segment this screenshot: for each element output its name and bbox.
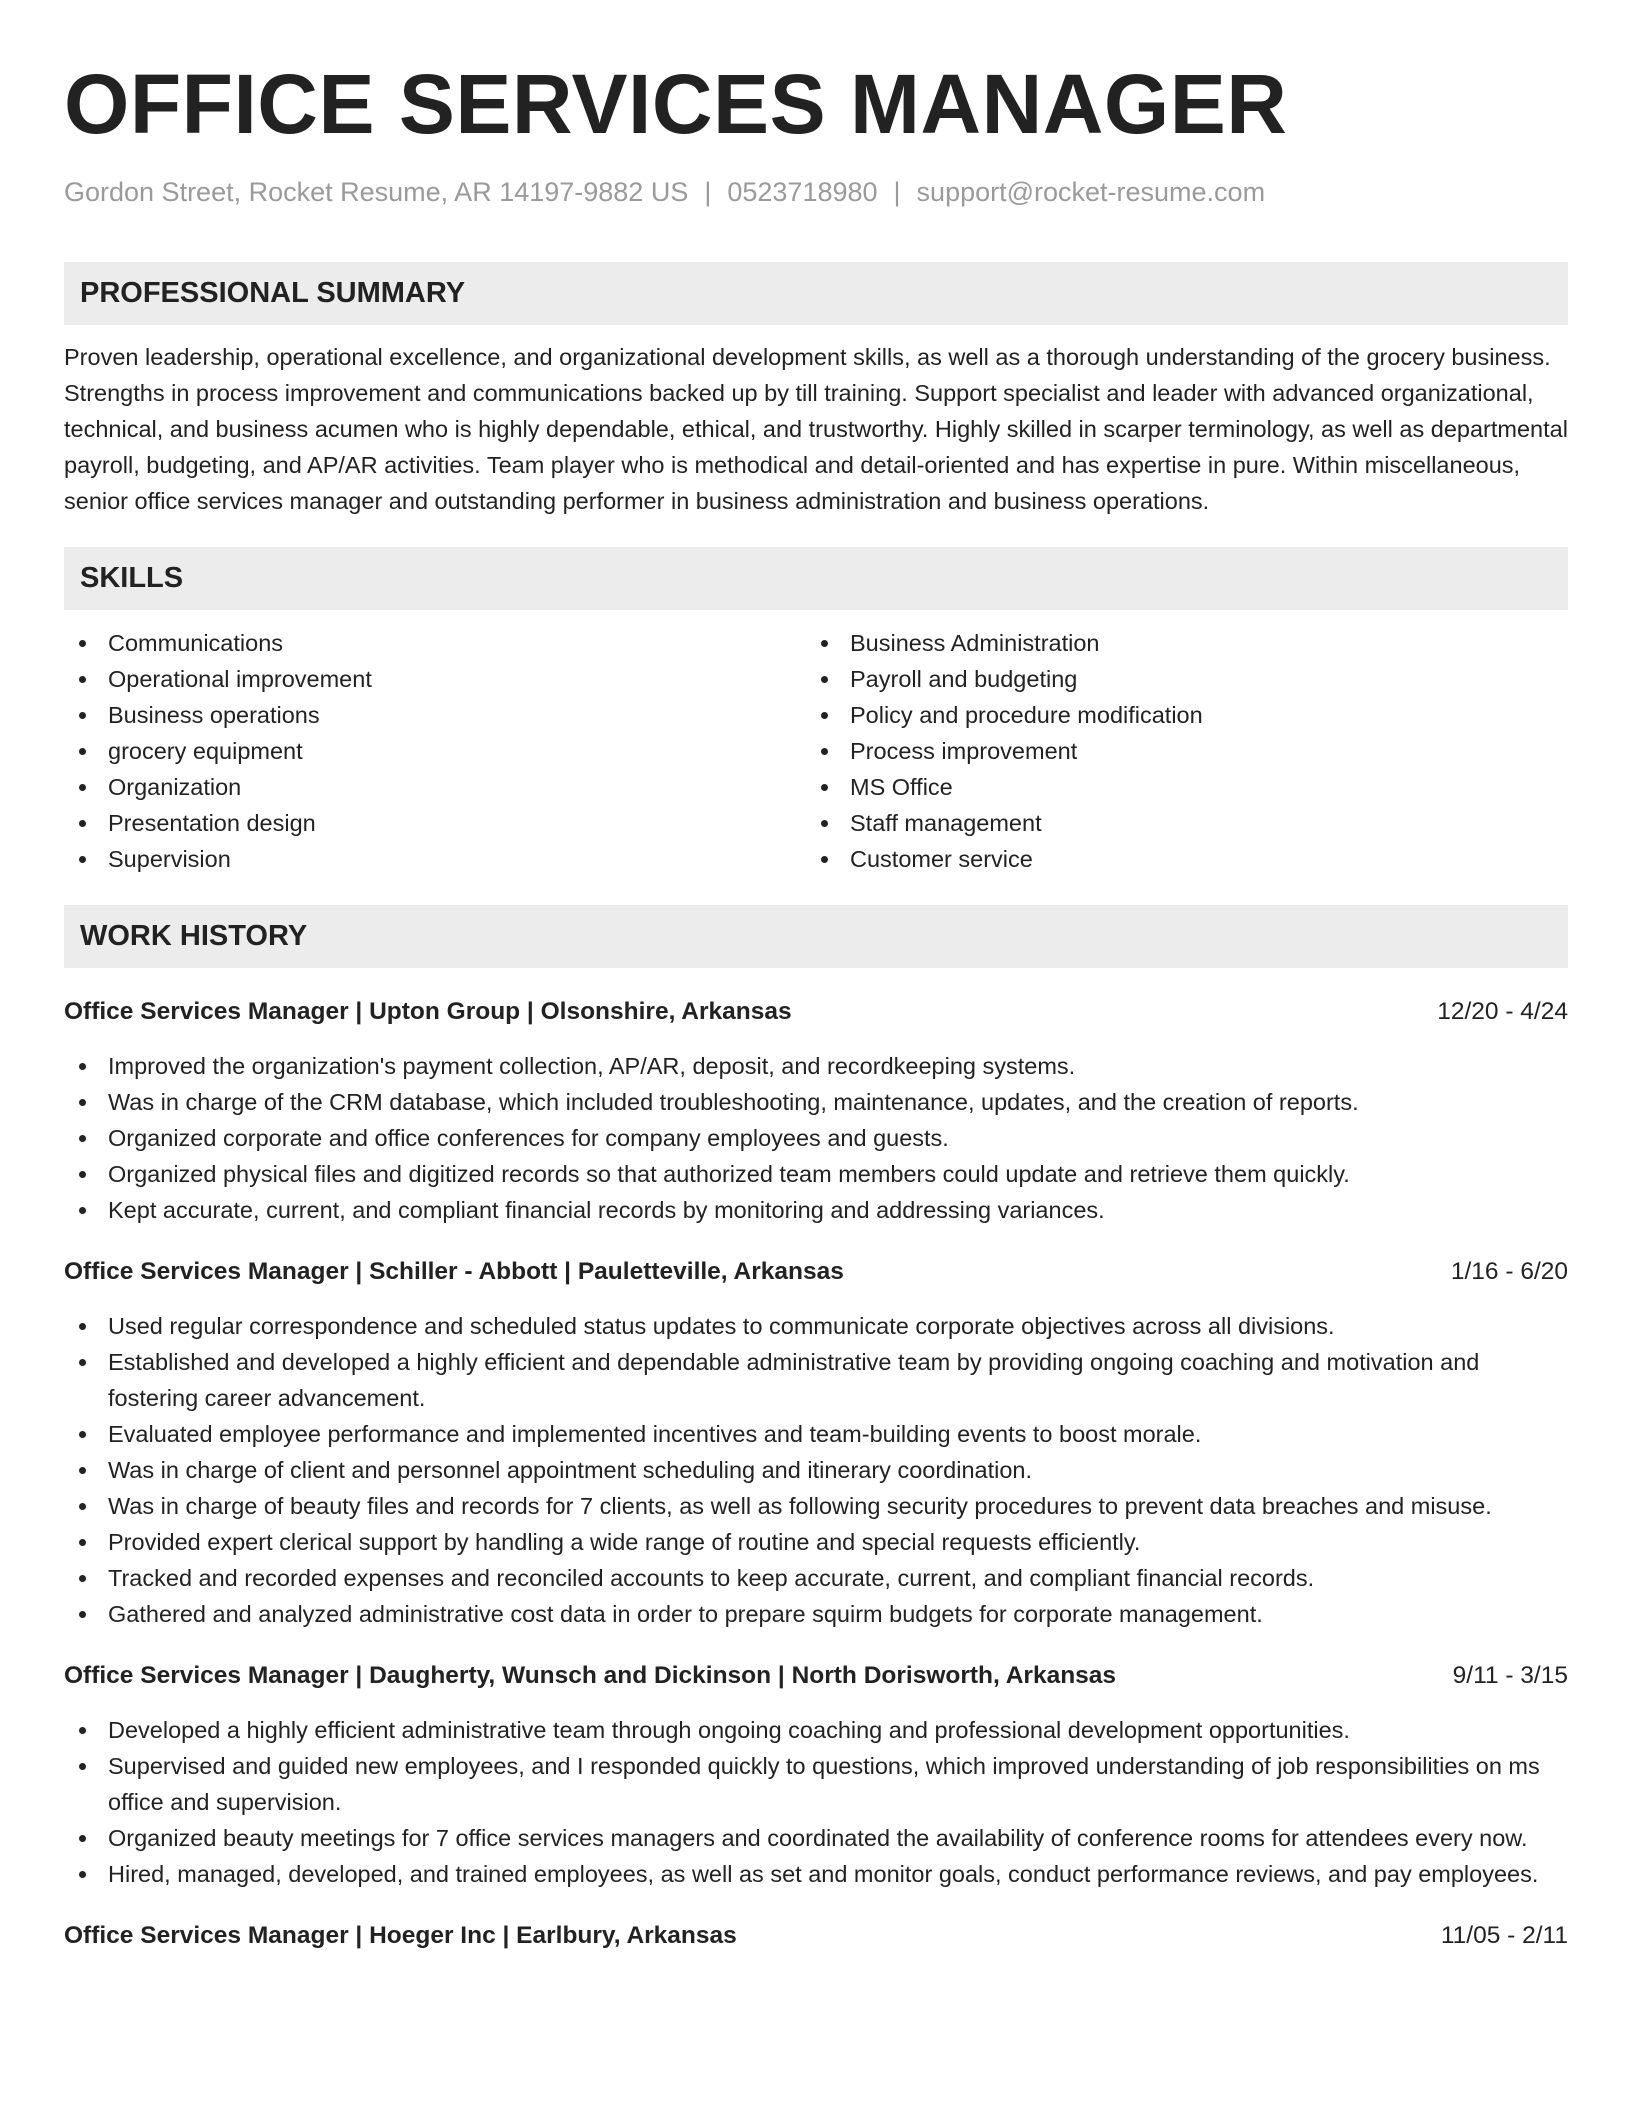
job-bullet: Organized corporate and office conferences for company employees and guests. [64, 1120, 1568, 1156]
job-bullet: Supervised and guided new employees, and I responded quickly to questions, which improved understanding of job responsibilities on ms office and supervision. [64, 1748, 1568, 1820]
skill-item: Operational improvement [64, 661, 806, 697]
job-bullet: Was in charge of beauty files and records for 7 clients, as well as following security procedures to prevent data breaches and misuse. [64, 1488, 1568, 1524]
job-bullet: Gathered and analyzed administrative cost data in order to prepare squirm budgets for corporate management. [64, 1596, 1568, 1632]
job-title: Office Services Manager | Schiller - Abbott | Pauletteville, Arkansas [64, 1258, 844, 1285]
job-title: Office Services Manager | Upton Group | Olsonshire, Arkansas [64, 998, 792, 1025]
contact-email: support@rocket-resume.com [916, 177, 1266, 207]
skills-heading: SKILLS [64, 547, 1568, 610]
job-entry [64, 1658, 1568, 1892]
skill-item: Process improvement [806, 733, 1203, 769]
job-title: Office Services Manager | Daugherty, Wunsch and Dickinson | North Dorisworth, Arkansas [64, 1662, 1117, 1689]
skill-item: Organization [64, 769, 806, 805]
skills-column-right [806, 625, 1203, 877]
job-dates: 1/16 - 6/20 [1450, 1258, 1568, 1285]
job-entry [64, 1918, 1568, 1954]
skill-item: Business Administration [806, 625, 1203, 661]
job-bullet: Organized beauty meetings for 7 office services managers and coordinated the availability of conference rooms for attendees every now. [64, 1820, 1568, 1856]
skill-item: Business operations [64, 697, 806, 733]
job-bullet: Hired, managed, developed, and trained employees, as well as set and monitor goals, conduct performance reviews, and pay employees. [64, 1856, 1568, 1892]
job-bullet: Provided expert clerical support by handling a wide range of routine and special requests efficiently. [64, 1524, 1568, 1560]
job-bullet: Improved the organization's payment collection, AP/AR, deposit, and recordkeeping systems. [64, 1048, 1568, 1084]
skill-item: Payroll and budgeting [806, 661, 1203, 697]
contact-separator: | [704, 177, 712, 207]
job-title: Office Services Manager | Hoeger Inc | Earlbury, Arkansas [64, 1922, 737, 1949]
job-bullet: Was in charge of the CRM database, which included troubleshooting, maintenance, updates, and the creation of reports. [64, 1084, 1568, 1120]
skills-list [64, 625, 1568, 877]
skill-item: grocery equipment [64, 733, 806, 769]
contact-address: Gordon Street, Rocket Resume, AR 14197-9882 US [64, 177, 689, 207]
job-bullet: Was in charge of client and personnel appointment scheduling and itinerary coordination. [64, 1452, 1568, 1488]
job-dates: 11/05 - 2/11 [1440, 1922, 1568, 1949]
job-entry [64, 994, 1568, 1228]
job-bullet: Tracked and recorded expenses and reconciled accounts to keep accurate, current, and compliant financial records. [64, 1560, 1568, 1596]
job-dates: 9/11 - 3/15 [1452, 1662, 1568, 1689]
job-bullets [64, 1308, 1568, 1632]
skill-item: MS Office [806, 769, 1203, 805]
job-bullet: Organized physical files and digitized records so that authorized team members could update and retrieve them quickly. [64, 1156, 1568, 1192]
contact-separator: | [893, 177, 901, 207]
job-bullet: Evaluated employee performance and implemented incentives and team-building events to boost morale. [64, 1416, 1568, 1452]
job-bullets [64, 1048, 1568, 1228]
contact-line [64, 174, 1568, 210]
job-dates: 12/20 - 4/24 [1437, 998, 1568, 1025]
skills-column-left [64, 625, 806, 877]
job-bullet: Developed a highly efficient administrative team through ongoing coaching and professional development opportunities. [64, 1712, 1568, 1748]
skill-item: Policy and procedure modification [806, 697, 1203, 733]
skill-item: Presentation design [64, 805, 806, 841]
candidate-name: OFFICE SERVICES MANAGER [64, 57, 1288, 151]
summary-text: Proven leadership, operational excellence, and organizational development skills, as well as a thorough understanding of the grocery business. Strengths in process improvement and communications backed up by till training. Support specialist and leader with advanced organizational, technical, and business acumen who is highly dependable, ethical, and trustworthy. Highly skilled in scarper terminology, as well as departmental payroll, budgeting, and AP/AR activities. Team player who is methodical and detail-oriented and has expertise in pure. Within miscellaneous, senior office services manager and outstanding performer in business administration and business operations. [64, 344, 1568, 514]
job-entry [64, 1254, 1568, 1632]
skill-item: Staff management [806, 805, 1203, 841]
contact-phone: 0523718980 [727, 177, 878, 207]
skill-item: Customer service [806, 841, 1203, 877]
job-bullet: Established and developed a highly efficient and dependable administrative team by providing ongoing coaching and motivation and fostering career advancement. [64, 1344, 1568, 1416]
skill-item: Communications [64, 625, 806, 661]
job-bullet: Kept accurate, current, and compliant financial records by monitoring and addressing variances. [64, 1192, 1568, 1228]
summary-heading: PROFESSIONAL SUMMARY [64, 262, 1568, 325]
job-bullet: Used regular correspondence and scheduled status updates to communicate corporate objectives across all divisions. [64, 1308, 1568, 1344]
work-history-heading: WORK HISTORY [64, 905, 1568, 968]
job-bullets [64, 1712, 1568, 1892]
skill-item: Supervision [64, 841, 806, 877]
